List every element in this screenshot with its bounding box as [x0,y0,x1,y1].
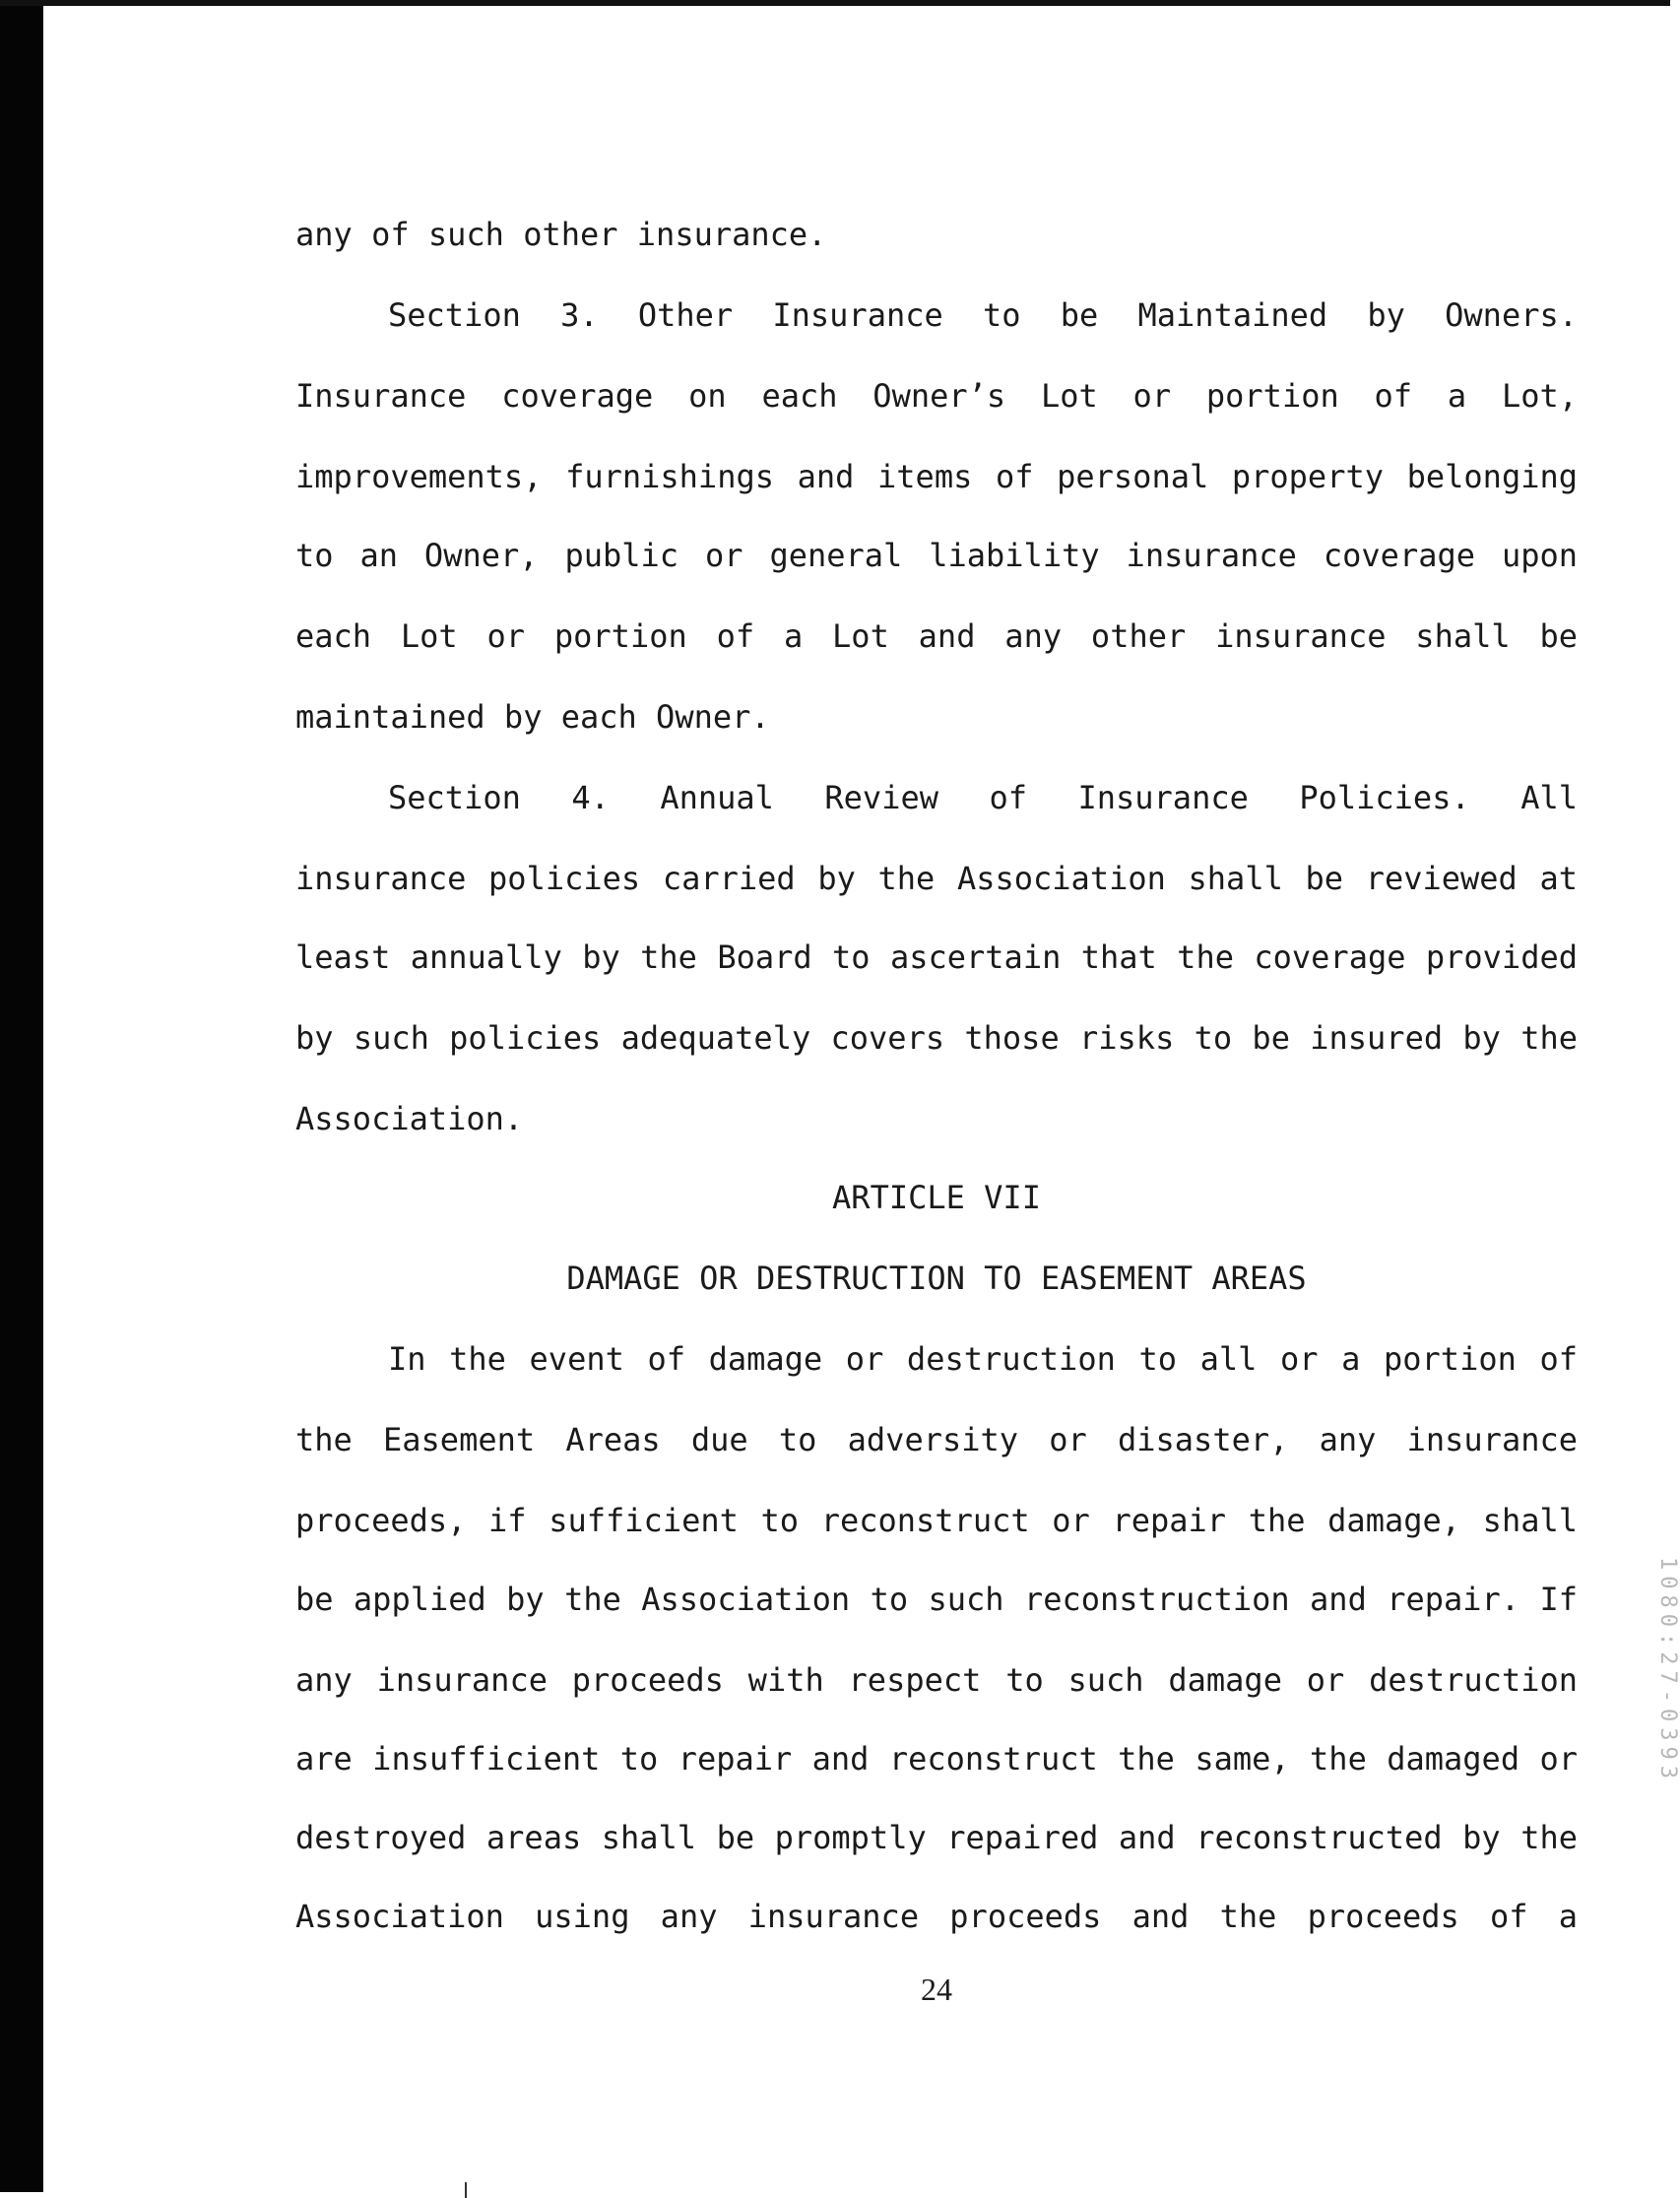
text-line: least annually by the Board to ascertain that the coverage provided [295,938,1578,976]
article-title: DAMAGE OR DESTRUCTION TO EASEMENT AREAS [566,1260,1307,1297]
text-line: be applied by the Association to such reconstruction and repair. If [295,1581,1578,1618]
section-3-heading: Section 3. Other Insurance to be Maintained by Owners. [388,296,1578,334]
article-heading: ARTICLE VII [832,1179,1041,1216]
scan-edge-left [0,0,43,2192]
text-line: each Lot or portion of a Lot and any other insurance shall be [295,617,1578,655]
text-line: any insurance proceeds with respect to such damage or destruction [295,1661,1578,1699]
text-line: to an Owner, public or general liability insurance coverage upon [295,537,1578,574]
text-line: insurance policies carried by the Association shall be reviewed at [295,860,1578,897]
text-line: In the event of damage or destruction to all or a portion of [388,1340,1578,1378]
section-4-heading: Section 4. Annual Review of Insurance Policies. All [388,779,1578,816]
text-line: maintained by each Owner. [295,698,770,736]
text-line: improvements, furnishings and items of personal property belonging [295,458,1578,495]
page-number: 24 [921,1972,952,2007]
text-line: proceeds, if sufficient to reconstruct or repair the damage, shall [295,1502,1578,1539]
text-line: by such policies adequately covers those risks to be insured by the [295,1019,1578,1057]
document-page [43,6,1680,2192]
scan-mark [465,2182,467,2198]
text-line: are insufficient to repair and reconstruct the same, the damaged or [295,1740,1578,1778]
text-line: Association. [295,1100,524,1137]
marginal-stamp: 1080:27-0393 [1655,1557,1680,1784]
text-line: any of such other insurance. [295,216,827,253]
text-line: the Easement Areas due to adversity or disaster, any insurance [295,1421,1578,1458]
text-line: destroyed areas shall be promptly repaired and reconstructed by the [295,1819,1578,1856]
text-line: Association using any insurance proceeds and the proceeds of a [295,1898,1578,1935]
text-line: Insurance coverage on each Owner’s Lot or portion of a Lot, [295,377,1578,415]
